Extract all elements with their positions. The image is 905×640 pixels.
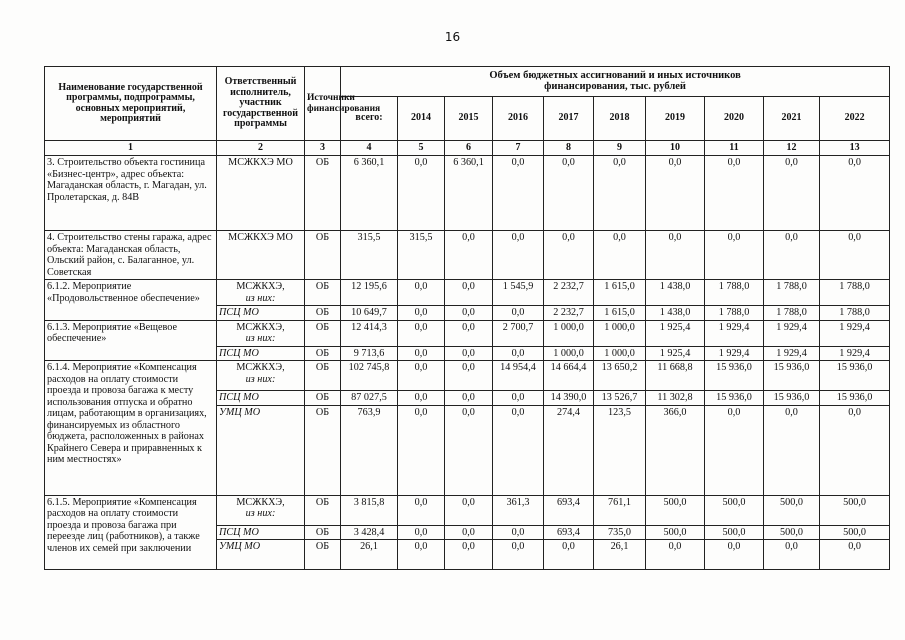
value-cell: 0,0 bbox=[646, 231, 705, 280]
value-cell: 0,0 bbox=[764, 156, 820, 231]
value-cell: 0,0 bbox=[398, 391, 445, 406]
value-cell: 0,0 bbox=[705, 405, 764, 495]
value-cell: 13 650,2 bbox=[594, 361, 646, 391]
executor-note: из них: bbox=[245, 508, 276, 519]
value-cell: 0,0 bbox=[445, 405, 493, 495]
value-cell: 0,0 bbox=[764, 231, 820, 280]
value-cell: 0,0 bbox=[445, 540, 493, 570]
source-cell: ОБ bbox=[305, 346, 341, 361]
value-cell: 0,0 bbox=[398, 156, 445, 231]
executor-name: МСЖКХЭ, bbox=[236, 321, 285, 333]
value-cell: 735,0 bbox=[594, 525, 646, 540]
executor-name: МСЖКХЭ, bbox=[236, 496, 285, 508]
table-row bbox=[45, 495, 890, 525]
budget-table bbox=[44, 66, 890, 570]
column-number: 5 bbox=[398, 141, 445, 156]
value-cell: 0,0 bbox=[445, 346, 493, 361]
value-cell: 3 815,8 bbox=[341, 495, 398, 525]
value-cell: 1 000,0 bbox=[544, 346, 594, 361]
executor-cell bbox=[217, 280, 305, 306]
value-cell: 1 788,0 bbox=[705, 280, 764, 306]
value-cell: 500,0 bbox=[705, 525, 764, 540]
executor-note: из них: bbox=[245, 292, 276, 304]
value-cell: 0,0 bbox=[544, 231, 594, 280]
item-name: 4. Строительство стены гаража, адрес объекта: Магаданская область, Ольский район, с. Балаганное, ул. Советская bbox=[45, 231, 217, 280]
source-cell: ОБ bbox=[305, 525, 341, 540]
year-header: 2022 bbox=[820, 97, 890, 141]
value-cell: 0,0 bbox=[445, 495, 493, 525]
value-cell: 1 788,0 bbox=[764, 280, 820, 306]
year-header: 2016 bbox=[493, 97, 544, 141]
column-number: 3 bbox=[305, 141, 341, 156]
value-cell: 1 788,0 bbox=[820, 280, 890, 306]
value-cell: 1 788,0 bbox=[705, 306, 764, 321]
column-number: 10 bbox=[646, 141, 705, 156]
value-cell: 763,9 bbox=[341, 405, 398, 495]
year-header: 2015 bbox=[445, 97, 493, 141]
executor-cell: ПСЦ МО bbox=[217, 391, 305, 406]
value-cell: 15 936,0 bbox=[764, 361, 820, 391]
year-header: всего: bbox=[341, 97, 398, 141]
value-cell: 0,0 bbox=[398, 525, 445, 540]
value-cell: 0,0 bbox=[445, 361, 493, 391]
value-cell: 14 390,0 bbox=[544, 391, 594, 406]
value-cell: 12 414,3 bbox=[341, 320, 398, 346]
value-cell: 1 929,4 bbox=[764, 320, 820, 346]
year-header: 2020 bbox=[705, 97, 764, 141]
value-cell: 274,4 bbox=[544, 405, 594, 495]
value-cell: 1 929,4 bbox=[820, 320, 890, 346]
value-cell: 0,0 bbox=[705, 156, 764, 231]
value-cell: 0,0 bbox=[646, 540, 705, 570]
value-cell: 2 232,7 bbox=[544, 306, 594, 321]
value-cell: 11 302,8 bbox=[646, 391, 705, 406]
value-cell: 0,0 bbox=[646, 156, 705, 231]
source-cell: ОБ bbox=[305, 391, 341, 406]
source-cell: ОБ bbox=[305, 361, 341, 391]
value-cell: 87 027,5 bbox=[341, 391, 398, 406]
executor-note: из них: bbox=[245, 373, 276, 385]
value-cell: 0,0 bbox=[493, 156, 544, 231]
value-cell: 500,0 bbox=[764, 495, 820, 525]
column-number: 9 bbox=[594, 141, 646, 156]
item-name: 6.1.5. Мероприятие «Компенсация расходов на оплату стоимости проезда и провоза багажа при переезде лиц (работников), а также членов их семей при заключении bbox=[45, 495, 217, 570]
executor-cell bbox=[217, 320, 305, 346]
column-number: 7 bbox=[493, 141, 544, 156]
value-cell: 0,0 bbox=[493, 391, 544, 406]
column-number: 11 bbox=[705, 141, 764, 156]
value-cell: 0,0 bbox=[493, 525, 544, 540]
value-cell: 15 936,0 bbox=[764, 391, 820, 406]
value-cell: 1 925,4 bbox=[646, 320, 705, 346]
value-cell: 13 526,7 bbox=[594, 391, 646, 406]
value-cell: 6 360,1 bbox=[341, 156, 398, 231]
value-cell: 0,0 bbox=[493, 540, 544, 570]
value-cell: 0,0 bbox=[445, 391, 493, 406]
executor-note: из них: bbox=[245, 333, 276, 344]
column-number: 8 bbox=[544, 141, 594, 156]
executor-cell: МСЖКХЭ МО bbox=[217, 231, 305, 280]
year-header: 2021 bbox=[764, 97, 820, 141]
col-volume-header: Объем бюджетных ассигнований и иных источников финансирования, тыс. рублей bbox=[341, 67, 890, 97]
value-cell: 500,0 bbox=[820, 495, 890, 525]
source-cell: ОБ bbox=[305, 231, 341, 280]
value-cell: 0,0 bbox=[705, 540, 764, 570]
value-cell: 0,0 bbox=[398, 405, 445, 495]
value-cell: 1 929,4 bbox=[764, 346, 820, 361]
value-cell: 0,0 bbox=[493, 405, 544, 495]
column-number: 13 bbox=[820, 141, 890, 156]
value-cell: 0,0 bbox=[594, 156, 646, 231]
value-cell: 0,0 bbox=[820, 156, 890, 231]
value-cell: 361,3 bbox=[493, 495, 544, 525]
source-cell: ОБ bbox=[305, 320, 341, 346]
item-name: 6.1.3. Мероприятие «Вещевое обеспечение» bbox=[45, 320, 217, 361]
table-row bbox=[45, 231, 890, 280]
executor-cell: УМЦ МО bbox=[217, 405, 305, 495]
col-executor-header: Ответственный исполнитель, участник государственной программы bbox=[217, 67, 305, 141]
value-cell: 0,0 bbox=[445, 231, 493, 280]
value-cell: 1 438,0 bbox=[646, 306, 705, 321]
value-cell: 0,0 bbox=[398, 280, 445, 306]
value-cell: 693,4 bbox=[544, 495, 594, 525]
value-cell: 15 936,0 bbox=[820, 361, 890, 391]
value-cell: 1 788,0 bbox=[764, 306, 820, 321]
value-cell: 26,1 bbox=[341, 540, 398, 570]
executor-cell: ПСЦ МО bbox=[217, 306, 305, 321]
value-cell: 1 929,4 bbox=[820, 346, 890, 361]
source-cell: ОБ bbox=[305, 306, 341, 321]
table-row bbox=[45, 361, 890, 391]
value-cell: 1 438,0 bbox=[646, 280, 705, 306]
value-cell: 500,0 bbox=[820, 525, 890, 540]
column-number: 4 bbox=[341, 141, 398, 156]
column-number: 1 bbox=[45, 141, 217, 156]
value-cell: 0,0 bbox=[445, 280, 493, 306]
table-row bbox=[45, 280, 890, 306]
value-cell: 1 545,9 bbox=[493, 280, 544, 306]
value-cell: 15 936,0 bbox=[705, 391, 764, 406]
executor-cell: ПСЦ МО bbox=[217, 525, 305, 540]
executor-cell bbox=[217, 361, 305, 391]
executor-cell: УМЦ МО bbox=[217, 540, 305, 570]
page-number: 16 bbox=[444, 30, 461, 44]
value-cell: 11 668,8 bbox=[646, 361, 705, 391]
year-header: 2019 bbox=[646, 97, 705, 141]
value-cell: 3 428,4 bbox=[341, 525, 398, 540]
value-cell: 1 615,0 bbox=[594, 280, 646, 306]
value-cell: 2 700,7 bbox=[493, 320, 544, 346]
value-cell: 0,0 bbox=[445, 320, 493, 346]
value-cell: 366,0 bbox=[646, 405, 705, 495]
source-cell: ОБ bbox=[305, 156, 341, 231]
value-cell: 1 000,0 bbox=[594, 320, 646, 346]
value-cell: 500,0 bbox=[764, 525, 820, 540]
value-cell: 1 925,4 bbox=[646, 346, 705, 361]
value-cell: 1 000,0 bbox=[594, 346, 646, 361]
value-cell: 14 664,4 bbox=[544, 361, 594, 391]
value-cell: 0,0 bbox=[445, 306, 493, 321]
col-source-header: Источники финансирования bbox=[305, 67, 341, 141]
year-header: 2017 bbox=[544, 97, 594, 141]
value-cell: 1 788,0 bbox=[820, 306, 890, 321]
value-cell: 0,0 bbox=[764, 540, 820, 570]
value-cell: 500,0 bbox=[646, 525, 705, 540]
value-cell: 0,0 bbox=[705, 231, 764, 280]
table-row bbox=[45, 156, 890, 231]
value-cell: 0,0 bbox=[820, 405, 890, 495]
source-cell: ОБ bbox=[305, 540, 341, 570]
value-cell: 0,0 bbox=[445, 525, 493, 540]
header-row-top bbox=[45, 67, 890, 97]
executor-cell bbox=[217, 495, 305, 525]
value-cell: 14 954,4 bbox=[493, 361, 544, 391]
source-cell: ОБ bbox=[305, 495, 341, 525]
column-number: 2 bbox=[217, 141, 305, 156]
value-cell: 0,0 bbox=[493, 346, 544, 361]
executor-name: МСЖКХЭ, bbox=[236, 281, 285, 292]
value-cell: 0,0 bbox=[398, 540, 445, 570]
value-cell: 6 360,1 bbox=[445, 156, 493, 231]
source-cell: ОБ bbox=[305, 405, 341, 495]
value-cell: 0,0 bbox=[398, 306, 445, 321]
executor-cell: МСЖКХЭ МО bbox=[217, 156, 305, 231]
value-cell: 1 000,0 bbox=[544, 320, 594, 346]
value-cell: 2 232,7 bbox=[544, 280, 594, 306]
column-number: 6 bbox=[445, 141, 493, 156]
value-cell: 0,0 bbox=[820, 231, 890, 280]
value-cell: 1 929,4 bbox=[705, 346, 764, 361]
value-cell: 315,5 bbox=[341, 231, 398, 280]
value-cell: 0,0 bbox=[398, 495, 445, 525]
year-header: 2014 bbox=[398, 97, 445, 141]
value-cell: 0,0 bbox=[544, 540, 594, 570]
executor-cell: ПСЦ МО bbox=[217, 346, 305, 361]
value-cell: 0,0 bbox=[493, 306, 544, 321]
value-cell: 0,0 bbox=[764, 405, 820, 495]
value-cell: 10 649,7 bbox=[341, 306, 398, 321]
item-name: 6.1.4. Мероприятие «Компенсация расходов на оплату стоимости проезда и провоза багажа к месту использования отпуска и обратно лицам, работающим в организациях, финансируемых из областного бюджета, расположенных в районах Крайнего Севера и приравненных к ним местностях» bbox=[45, 361, 217, 496]
table-row bbox=[45, 320, 890, 346]
value-cell: 0,0 bbox=[398, 361, 445, 391]
item-name: 6.1.2. Мероприятие «Продовольственное обеспечение» bbox=[45, 280, 217, 321]
value-cell: 15 936,0 bbox=[705, 361, 764, 391]
value-cell: 1 929,4 bbox=[705, 320, 764, 346]
item-name: 3. Строительство объекта гостиница «Бизнес-центр», адрес объекта: Магаданская область, г. Магадан, ул. Пролетарская, д. 84В bbox=[45, 156, 217, 231]
column-number: 12 bbox=[764, 141, 820, 156]
col-name-header: Наименование государственной программы, подпрограммы, основных мероприятий, мероприятий bbox=[45, 67, 217, 141]
value-cell: 0,0 bbox=[594, 231, 646, 280]
value-cell: 761,1 bbox=[594, 495, 646, 525]
year-header: 2018 bbox=[594, 97, 646, 141]
column-number-row bbox=[45, 141, 890, 156]
value-cell: 0,0 bbox=[820, 540, 890, 570]
value-cell: 12 195,6 bbox=[341, 280, 398, 306]
source-cell: ОБ bbox=[305, 280, 341, 306]
value-cell: 500,0 bbox=[705, 495, 764, 525]
value-cell: 0,0 bbox=[398, 346, 445, 361]
value-cell: 26,1 bbox=[594, 540, 646, 570]
value-cell: 315,5 bbox=[398, 231, 445, 280]
value-cell: 9 713,6 bbox=[341, 346, 398, 361]
value-cell: 693,4 bbox=[544, 525, 594, 540]
value-cell: 15 936,0 bbox=[820, 391, 890, 406]
value-cell: 1 615,0 bbox=[594, 306, 646, 321]
value-cell: 123,5 bbox=[594, 405, 646, 495]
executor-name: МСЖКХЭ, bbox=[236, 362, 285, 373]
value-cell: 0,0 bbox=[544, 156, 594, 231]
value-cell: 102 745,8 bbox=[341, 361, 398, 391]
value-cell: 0,0 bbox=[493, 231, 544, 280]
value-cell: 500,0 bbox=[646, 495, 705, 525]
value-cell: 0,0 bbox=[398, 320, 445, 346]
